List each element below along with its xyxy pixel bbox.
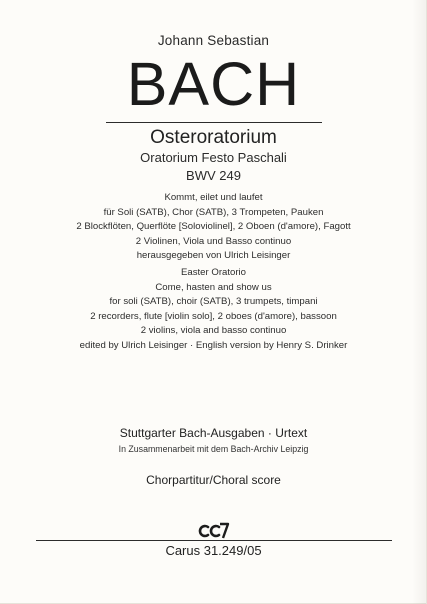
german-line: 2 Blockflöten, Querflöte [Soloviolinel], 2 Oboen (d'amore), Fagott bbox=[76, 221, 351, 233]
german-description bbox=[0, 191, 427, 264]
english-description bbox=[0, 266, 427, 354]
score-type: Chorpartitur/Choral score bbox=[146, 473, 281, 487]
english-line: Come, hasten and show us bbox=[155, 281, 272, 293]
english-line: Easter Oratorio bbox=[180, 267, 247, 278]
bwv-number: BWV 249 bbox=[186, 168, 241, 183]
german-line: herausgegeben von Ulrich Leisinger bbox=[136, 250, 291, 262]
german-line: Kommt, eilet und laufet bbox=[164, 192, 263, 203]
edition-series: Stuttgarter Bach-Ausgaben · Urtext bbox=[119, 426, 308, 440]
cooperation-note: In Zusammenarbeit mit dem Bach-Archiv Leipzig bbox=[118, 444, 309, 454]
german-line: für Soli (SATB), Chor (SATB), 3 Trompeten, Pauken bbox=[103, 206, 324, 218]
composer-surname: BACH bbox=[126, 50, 301, 118]
top-divider-rule bbox=[106, 122, 322, 123]
bottom-divider-rule bbox=[36, 540, 392, 541]
carus-logo-icon bbox=[198, 521, 230, 541]
english-line: edited by Ulrich Leisinger · English version by Henry S. Drinker bbox=[79, 339, 348, 351]
english-line: 2 violins, viola and basso continuo bbox=[140, 325, 287, 337]
german-line: 2 Violinen, Viola und Basso continuo bbox=[135, 235, 292, 247]
work-subtitle: Oratorium Festo Paschali bbox=[140, 150, 287, 165]
english-line: 2 recorders, flute [violin solo], 2 oboes (d'amore), bassoon bbox=[90, 310, 337, 322]
composer-given-names: Johann Sebastian bbox=[157, 33, 270, 48]
english-line: for soli (SATB), choir (SATB), 3 trumpets, timpani bbox=[109, 296, 318, 308]
work-title: Osteroratorium bbox=[150, 127, 277, 148]
publisher-catalog-number: Carus 31.249/05 bbox=[165, 543, 262, 558]
